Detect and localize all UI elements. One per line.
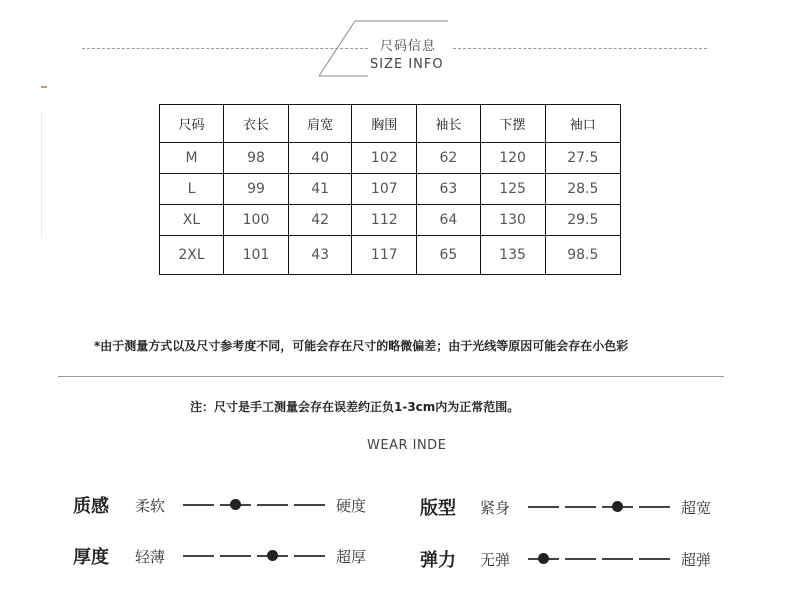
table-cell: 2XL xyxy=(160,236,224,275)
decorative-line xyxy=(41,112,42,238)
table-cell: 130 xyxy=(480,205,545,236)
scale-segment xyxy=(183,555,214,557)
table-header-row xyxy=(160,105,621,143)
table-cell: 40 xyxy=(288,143,351,174)
section-title-en: SIZE INFO xyxy=(370,57,444,72)
table-cell: 62 xyxy=(417,143,480,174)
column-header: 胸围 xyxy=(352,105,417,143)
scale-segment xyxy=(639,506,670,508)
attribute-label: 厚度 xyxy=(73,547,109,568)
section-divider xyxy=(58,376,724,377)
tolerance-note: 注：尺寸是手工测量会存在误差约正负1-3cm内为正常范围。 xyxy=(190,400,520,414)
attribute-low-label: 柔软 xyxy=(135,497,166,515)
table-cell: 117 xyxy=(352,236,417,275)
column-header: 尺码 xyxy=(160,105,224,143)
table-cell: 135 xyxy=(480,236,545,275)
table-cell: M xyxy=(160,143,224,174)
attribute-high-label: 超宽 xyxy=(681,499,712,517)
table-row xyxy=(160,236,621,275)
column-header: 袖口 xyxy=(545,105,620,143)
scale-segment xyxy=(565,506,596,508)
scale-segment xyxy=(565,558,596,560)
attribute-scale xyxy=(525,553,673,565)
table-row xyxy=(160,205,621,236)
attribute-label: 版型 xyxy=(420,498,456,519)
scale-marker xyxy=(612,501,623,512)
column-header: 肩宽 xyxy=(288,105,351,143)
table-cell: 107 xyxy=(352,174,417,205)
column-header: 袖长 xyxy=(417,105,480,143)
scale-marker xyxy=(230,499,241,510)
table-cell: 112 xyxy=(352,205,417,236)
table-row xyxy=(160,143,621,174)
table-cell: 64 xyxy=(417,205,480,236)
measurement-note: *由于测量方式以及尺寸参考度不同，可能会存在尺寸的略微偏差；由于光线等原因可能会存在小色彩 xyxy=(94,339,629,353)
attribute-high-label: 硬度 xyxy=(336,497,367,515)
table-cell: 98.5 xyxy=(545,236,620,275)
table-row xyxy=(160,174,621,205)
scale-segment xyxy=(294,504,325,506)
scale-segment xyxy=(528,506,559,508)
table-cell: 100 xyxy=(224,205,289,236)
attribute-label: 弹力 xyxy=(420,550,456,571)
attribute-low-label: 无弹 xyxy=(480,551,511,569)
attribute-low-label: 紧身 xyxy=(480,499,511,517)
table-cell: 43 xyxy=(288,236,351,275)
table-cell: 99 xyxy=(224,174,289,205)
table-cell: 41 xyxy=(288,174,351,205)
table-cell: L xyxy=(160,174,224,205)
table-cell: 102 xyxy=(352,143,417,174)
scale-segment xyxy=(220,555,251,557)
attribute-scale xyxy=(525,501,673,513)
table-cell: 63 xyxy=(417,174,480,205)
scale-segment xyxy=(639,558,670,560)
table-cell: 42 xyxy=(288,205,351,236)
column-header: 下摆 xyxy=(480,105,545,143)
scale-segment xyxy=(257,504,288,506)
table-cell: 120 xyxy=(480,143,545,174)
header-dashed-line-right xyxy=(453,48,707,49)
size-table xyxy=(159,104,621,275)
table-cell: 29.5 xyxy=(545,205,620,236)
attribute-high-label: 超弹 xyxy=(681,551,712,569)
wear-index-title: WEAR INDE xyxy=(367,438,447,453)
section-title-cn: 尺码信息 xyxy=(380,39,437,54)
attribute-high-label: 超厚 xyxy=(336,548,367,566)
attribute-scale xyxy=(180,550,328,562)
scale-marker xyxy=(538,553,549,564)
column-header: 衣长 xyxy=(224,105,289,143)
table-cell: 65 xyxy=(417,236,480,275)
scale-segment xyxy=(602,558,633,560)
scale-segment xyxy=(183,504,214,506)
table-cell: 98 xyxy=(224,143,289,174)
scale-marker xyxy=(267,550,278,561)
table-cell: 27.5 xyxy=(545,143,620,174)
table-cell: 101 xyxy=(224,236,289,275)
attribute-low-label: 轻薄 xyxy=(135,548,166,566)
table-cell: 125 xyxy=(480,174,545,205)
scale-segment xyxy=(294,555,325,557)
decorative-tick xyxy=(41,86,47,88)
attribute-label: 质感 xyxy=(73,496,109,517)
table-cell: 28.5 xyxy=(545,174,620,205)
attribute-scale xyxy=(180,499,328,511)
table-cell: XL xyxy=(160,205,224,236)
